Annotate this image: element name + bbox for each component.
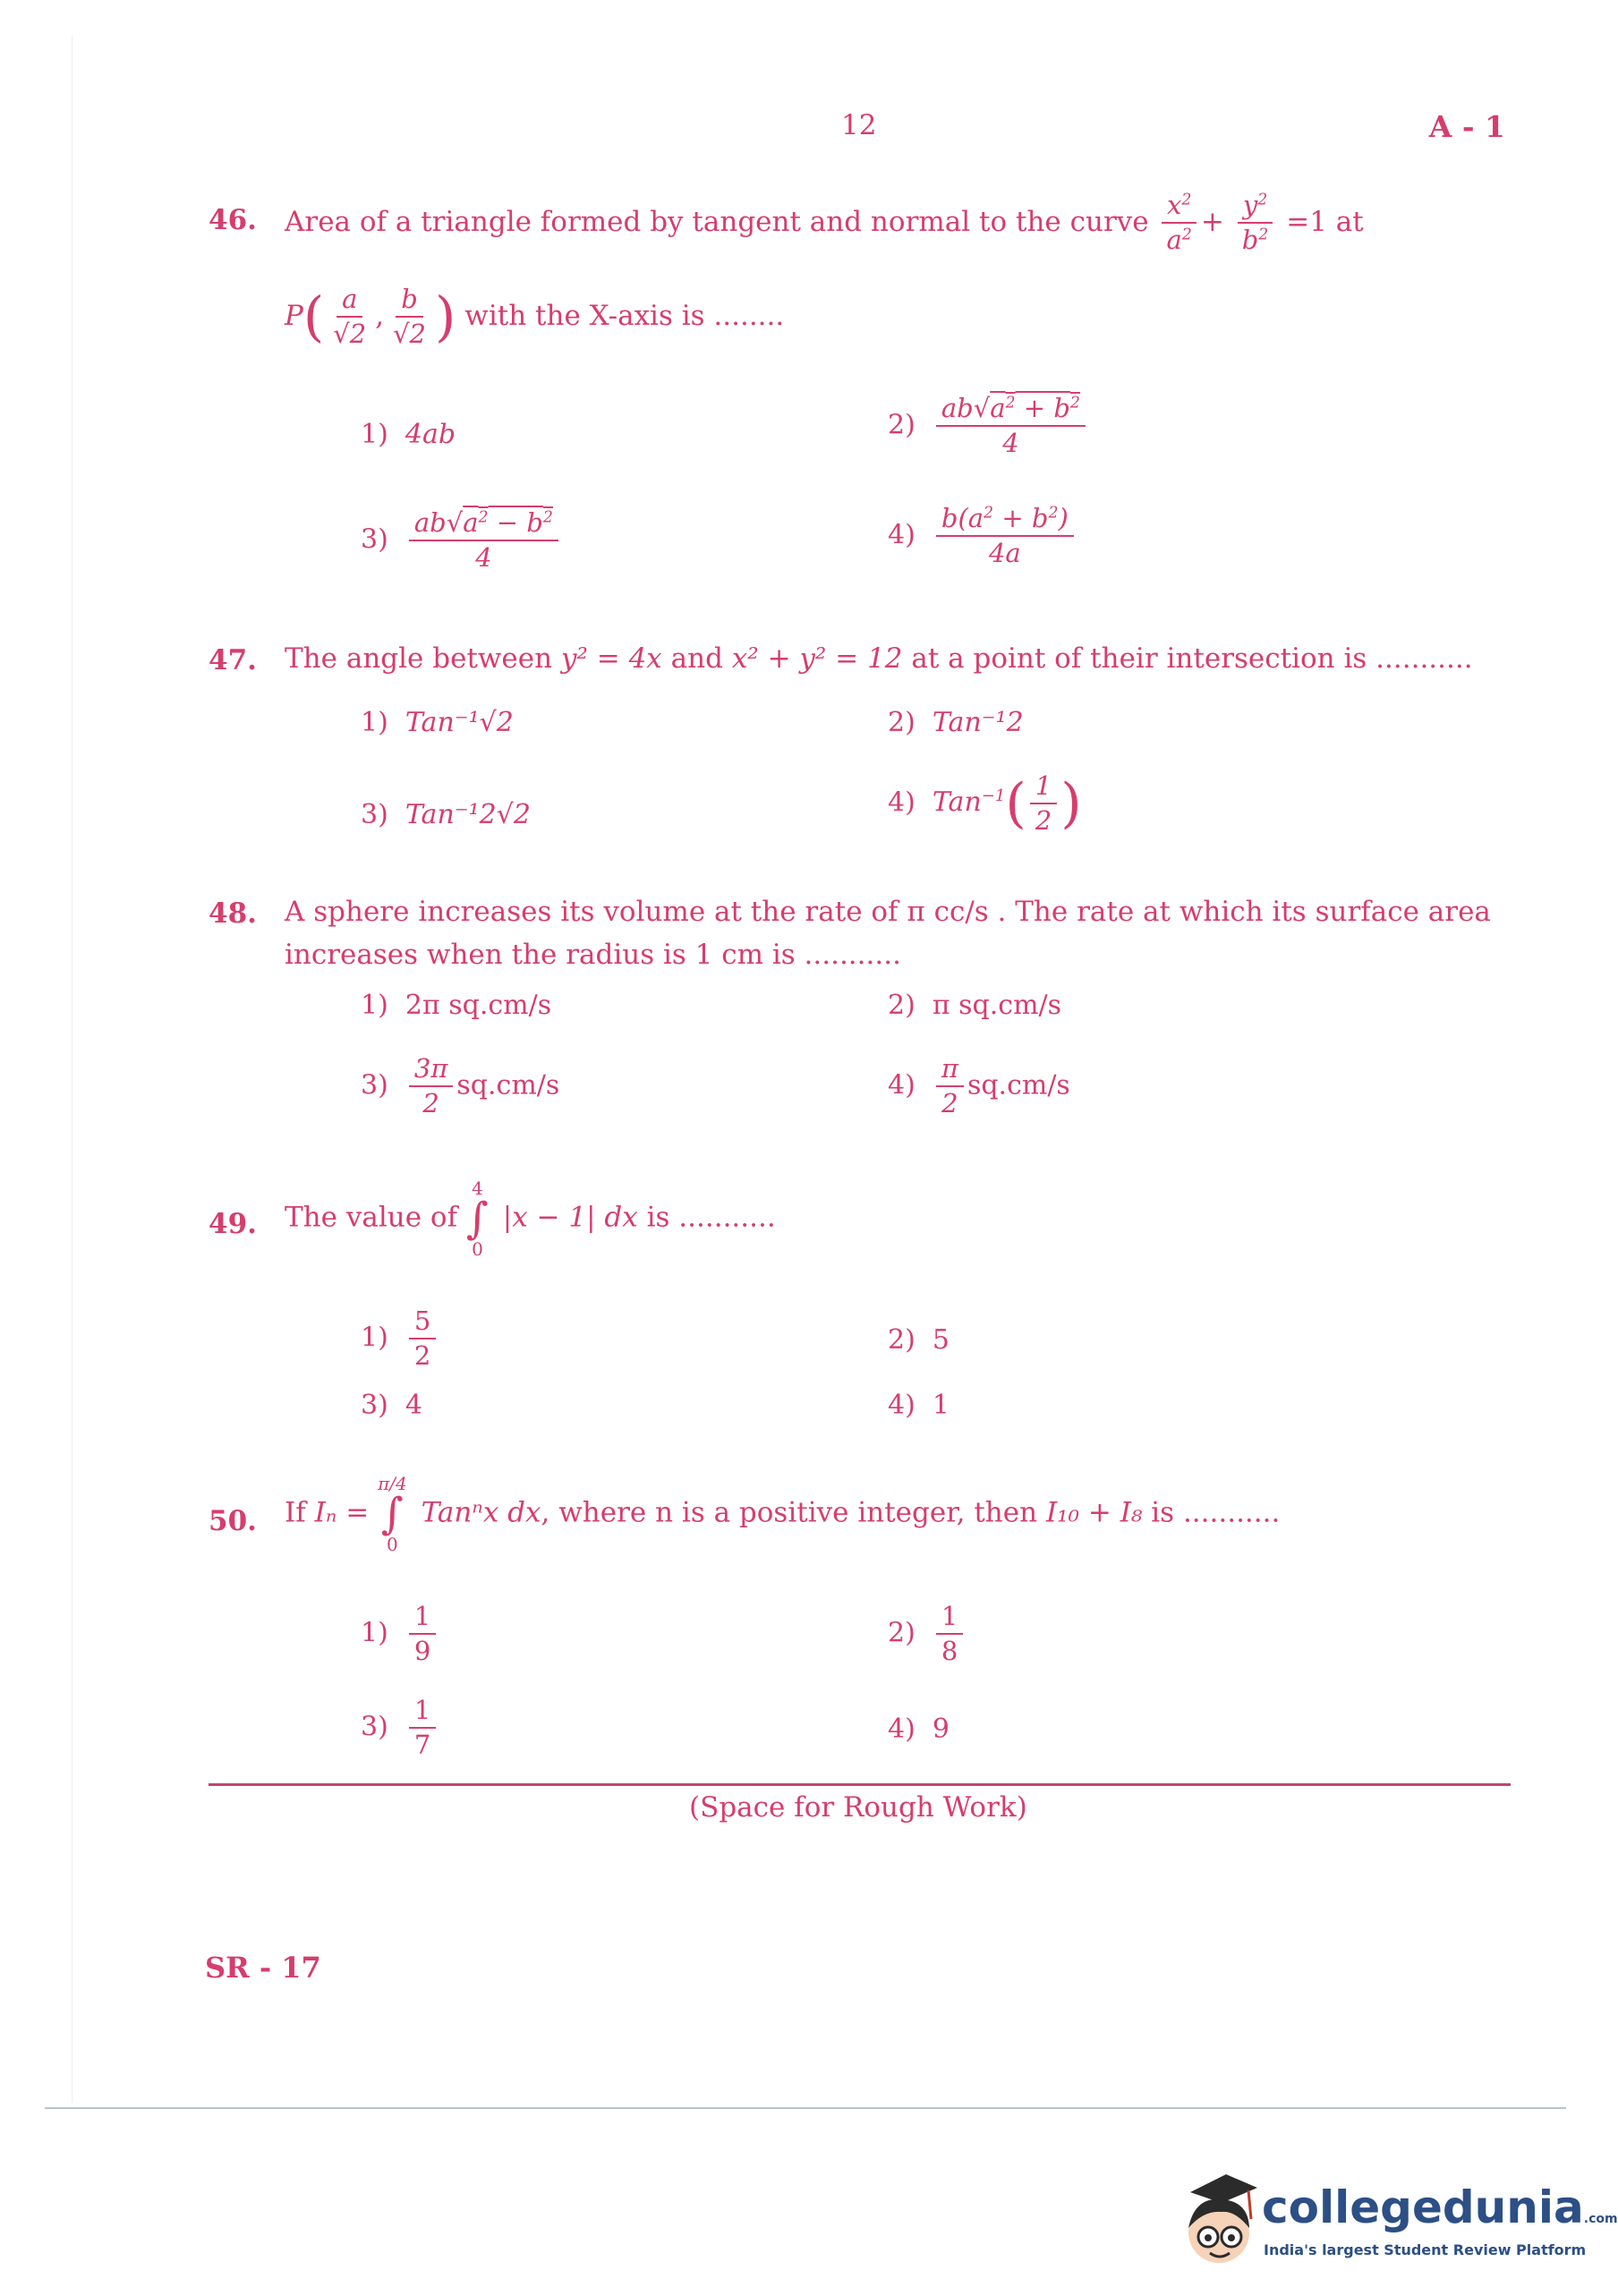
option-label: 3) xyxy=(361,1711,388,1743)
question-46-text: Area of a triangle formed by tangent and normal to the curve xyxy=(285,205,1149,238)
logo-tld: .com xyxy=(1583,2212,1618,2226)
option-value: $\frac{1}{9}$ xyxy=(409,1602,436,1667)
q50-option-2 xyxy=(888,1602,967,1667)
question-48-number: 48. xyxy=(209,897,257,930)
question-50-number: 50. xyxy=(209,1505,257,1537)
q50-option-4 xyxy=(888,1713,950,1745)
q47-option-3 xyxy=(361,799,531,830)
question-46-number: 46. xyxy=(209,204,257,236)
integrand: Tanⁿx dx xyxy=(421,1496,541,1529)
option-value: $\frac{ab√a^2 - b^2}{4}$ xyxy=(409,508,558,574)
expression: I₁₀ + I₈ xyxy=(1045,1496,1143,1529)
logo-tagline: India's largest Student Review Platform xyxy=(1264,2241,1587,2258)
option-label: 1) xyxy=(361,1322,388,1354)
option-label: 4) xyxy=(888,1069,915,1101)
option-value: 4ab xyxy=(404,419,456,450)
option-label: 3) xyxy=(361,799,388,830)
q49-option-1 xyxy=(361,1306,439,1372)
option-label: 1) xyxy=(361,990,388,1021)
q50-option-1 xyxy=(361,1602,439,1667)
option-value: 1 xyxy=(932,1390,950,1421)
point-y: $\frac{b}{√2}$ xyxy=(393,284,427,350)
q48-option-1 xyxy=(361,990,551,1021)
q46-option-2 xyxy=(888,394,1089,459)
question-50-text-a: , where n is a positive integer, then xyxy=(541,1496,1038,1529)
question-50-text-b: is ........... xyxy=(1151,1496,1281,1529)
rough-work-divider xyxy=(209,1783,1511,1786)
scan-bottom-edge xyxy=(45,2107,1566,2109)
paper-code: A - 1 xyxy=(1428,109,1505,144)
q49-option-4 xyxy=(888,1390,950,1421)
integral-sign: 4 ∫ 0 xyxy=(465,1178,489,1260)
curve-eq-tail: =1 xyxy=(1286,205,1327,238)
option-label: 1) xyxy=(361,1617,388,1649)
option-label: 3) xyxy=(361,523,388,556)
q48-option-4: 4) $\frac{\pi}{2}$ sq.cm/s xyxy=(888,1053,1070,1119)
option-value: 5 xyxy=(932,1324,950,1356)
question-46-line1-end: at xyxy=(1335,205,1364,238)
option-value: Tan⁻¹2 xyxy=(932,707,1024,738)
curve-y-term: $\frac{y^2}{b^2}$ xyxy=(1237,191,1274,256)
integral-upper: 4 xyxy=(472,1178,483,1199)
option-value: $\frac{ab√a^2 + b^2}{4}$ xyxy=(936,394,1086,459)
curve-x-term: $\frac{x^2}{a^2}$ xyxy=(1162,191,1197,256)
option-label: 4) xyxy=(888,1390,915,1421)
q47-option-1 xyxy=(361,707,514,738)
option-value: 2π sq.cm/s xyxy=(404,990,552,1021)
question-50-if: If xyxy=(285,1496,306,1529)
question-48-line1: A sphere increases its volume at the rate of π cc/s . The rate at which its surface area xyxy=(285,896,1491,928)
question-46-line1: Area of a triangle formed by tangent and normal to the curve $\frac{x^2}{a^2}$ + $\frac{y^2}{b^2}$ =1 at xyxy=(285,190,1364,256)
question-47-text xyxy=(285,642,1473,675)
option-label: 3) xyxy=(361,1069,388,1101)
q46-option-1 xyxy=(361,419,456,450)
option-label: 2) xyxy=(888,1617,915,1649)
option-value: Tan$^{-1}$( $\frac{1}{2}$ ) xyxy=(932,770,1082,837)
option-value: 9 xyxy=(932,1713,950,1745)
question-49-number: 49. xyxy=(209,1208,257,1240)
q49-option-2 xyxy=(888,1324,950,1356)
integral-lower: 0 xyxy=(472,1238,483,1260)
page-number: 12 xyxy=(841,109,877,141)
q47-option-4 xyxy=(888,771,1082,837)
question-47-text-c: at a point of their intersection is ........... xyxy=(911,642,1473,675)
circle-eq: x² + y² = 12 xyxy=(731,642,903,675)
q47-option-2 xyxy=(888,707,1024,738)
option-value: π sq.cm/s xyxy=(932,990,1062,1021)
question-46-line2-text: with the X-axis is ........ xyxy=(464,299,785,332)
option-value: Tan⁻¹2√2 xyxy=(404,799,531,830)
q48-option-3: 3) $\frac{3\pi}{2}$ sq.cm/s xyxy=(361,1053,560,1119)
question-49-text-a: The value of xyxy=(285,1201,458,1234)
q48-option-2 xyxy=(888,990,1061,1021)
option-label: 4) xyxy=(888,519,915,551)
q46-option-3 xyxy=(361,508,562,574)
option-label: 2) xyxy=(888,707,915,738)
question-49-text xyxy=(285,1179,776,1258)
question-47-text-a: The angle between xyxy=(285,642,553,675)
question-47-number: 47. xyxy=(209,644,257,676)
option-value: $\frac{1}{8}$ xyxy=(936,1602,963,1667)
integral-upper: π/4 xyxy=(378,1473,407,1494)
option-value: 4 xyxy=(404,1390,422,1421)
logo-title: collegedunia xyxy=(1262,2181,1584,2233)
integral-lhs: Iₙ = xyxy=(314,1496,370,1529)
integral-sign: π/4 ∫ 0 xyxy=(378,1473,407,1555)
option-label: 1) xyxy=(361,707,388,738)
question-46-line2: P( $\frac{a}{√2}$ , $\frac{b}{√2}$ ) with the X-axis is ........ xyxy=(285,284,785,350)
question-49-text-b: is ........... xyxy=(646,1201,776,1234)
mascot-icon xyxy=(1172,2156,1262,2273)
option-label: 4) xyxy=(888,1713,915,1745)
option-fraction: $\frac{\pi}{2}$ xyxy=(936,1054,964,1119)
option-value: Tan⁻¹√2 xyxy=(404,707,514,738)
option-label: 3) xyxy=(361,1390,388,1421)
parabola-eq: y² = 4x xyxy=(560,642,662,675)
q49-option-3 xyxy=(361,1390,422,1421)
option-fraction: $\frac{3\pi}{2}$ xyxy=(409,1054,454,1119)
point-x: $\frac{a}{√2}$ xyxy=(333,284,367,350)
option-label: 2) xyxy=(888,990,915,1021)
q50-option-3 xyxy=(361,1696,439,1761)
question-50-text xyxy=(285,1475,1280,1553)
question-47-text-b: and xyxy=(670,642,723,675)
option-label: 4) xyxy=(888,787,915,819)
option-value: $\frac{1}{7}$ xyxy=(409,1696,436,1761)
integrand: |x − 1| dx xyxy=(502,1201,638,1234)
integral-lower: 0 xyxy=(387,1534,398,1555)
option-value: $\frac{b(a^2 + b^2)}{4a}$ xyxy=(936,504,1074,569)
point-label: P xyxy=(285,299,303,332)
q46-option-4 xyxy=(888,504,1077,569)
option-label: 2) xyxy=(888,1324,915,1356)
question-48-line2: increases when the radius is 1 cm is ........... xyxy=(285,939,901,971)
rough-work-label: (Space for Rough Work) xyxy=(689,1791,1027,1824)
option-label: 1) xyxy=(361,419,388,450)
option-value: $\frac{5}{2}$ xyxy=(409,1306,436,1372)
collegedunia-logo xyxy=(1172,2156,1618,2282)
footer-code: SR - 17 xyxy=(205,1951,321,1985)
option-label: 2) xyxy=(888,409,915,441)
